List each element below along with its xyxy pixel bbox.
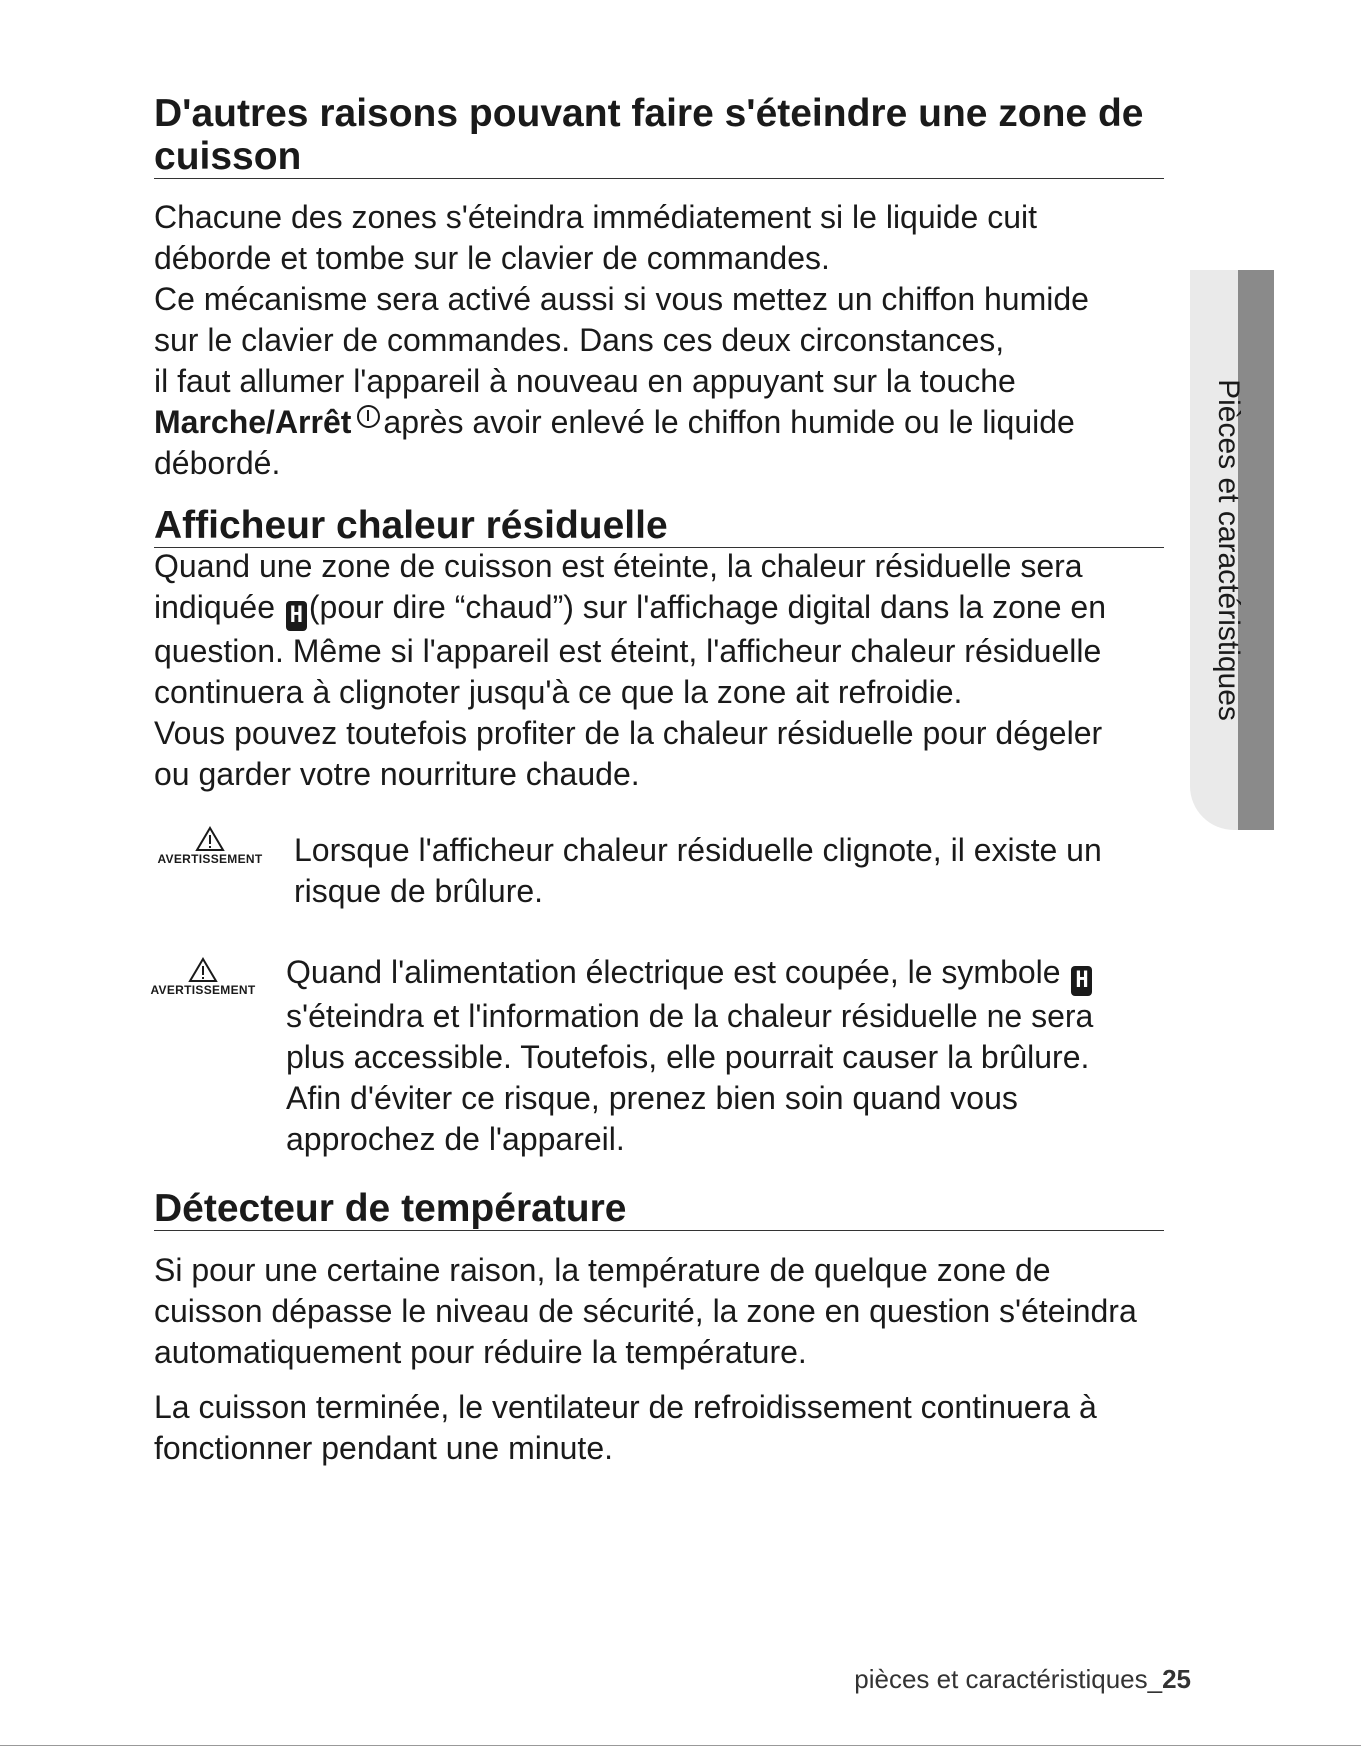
h-display-icon: H [286,601,307,631]
text-line: fonctionner pendant une minute. [154,1430,613,1466]
text-line: plus accessible. Toutefois, elle pourrait causer la brûlure. [286,1039,1090,1075]
warning-label-text: AVERTISSEMENT [150,983,256,997]
cooling-fan-paragraph [154,1387,1194,1469]
text-line [286,952,1094,996]
text-line: La cuisson terminée, le ventilateur de refroidissement continuera à [154,1389,1097,1425]
text-fragment: après avoir enlevé le chiffon humide ou le liquide [383,404,1075,440]
text-line: il faut allumer l'appareil à nouveau en appuyant sur la touche [154,363,1016,399]
text-line: s'éteindra et l'information de la chaleur résiduelle ne sera [286,998,1094,1034]
text-line: Quand une zone de cuisson est éteinte, la chaleur résiduelle sera [154,548,1083,584]
text-line: sur le clavier de commandes. Dans ces deux circonstances, [154,322,1005,358]
power-icon [357,405,380,428]
section-title-zone-off: D'autres raisons pouvant faire s'éteindre une zone de cuisson [154,92,1164,179]
text-line: Ce mécanisme sera activé aussi si vous mettez un chiffon humide [154,281,1089,317]
h-display-icon: H [1071,966,1092,996]
warning-body [286,952,1094,1160]
zone-off-paragraph [154,197,1194,484]
page-footer [854,1664,1191,1695]
text-line: Vous pouvez toutefois profiter de la chaleur résiduelle pour dégeler [154,715,1103,751]
page-bottom-rule [0,1745,1361,1746]
warning-label [133,957,273,997]
text-line [154,587,1194,631]
text-line: Afin d'éviter ce risque, prenez bien soin quand vous [286,1080,1018,1116]
text-line: ou garder votre nourriture chaude. [154,756,640,792]
text-fragment: Quand l'alimentation électrique est coupée, le symbole [286,954,1061,990]
text-line: automatiquement pour réduire la température. [154,1334,807,1370]
chapter-tab-label: Pièces et caractéristiques [1212,379,1245,721]
text-line: débordé. [154,445,281,481]
section-title-temperature-sensor: Détecteur de température [154,1187,1164,1231]
warning-triangle-icon [195,826,225,852]
footer-chapter: pièces et caractéristiques_ [854,1664,1163,1694]
text-fragment: indiquée [154,589,275,625]
residual-heat-paragraph [154,546,1194,795]
page-number: 25 [1162,1664,1191,1694]
warning-label [140,826,280,866]
text-line: cuisson dépasse le niveau de sécurité, la zone en question s'éteindra [154,1293,1137,1329]
text-line: Chacune des zones s'éteindra immédiatement si le liquide cuit [154,199,1038,235]
warning-body [294,830,1102,912]
warning-label-text: AVERTISSEMENT [157,852,263,866]
text-line [154,402,1194,443]
text-fragment: (pour dire “chaud”) sur l'affichage digital dans la zone en [308,589,1106,625]
text-line: question. Même si l'appareil est éteint, l'afficheur chaleur résiduelle [154,633,1102,669]
text-line: Lorsque l'afficheur chaleur résiduelle clignote, il existe un [294,832,1102,868]
temperature-sensor-paragraph [154,1250,1194,1373]
text-line: Si pour une certaine raison, la température de quelque zone de [154,1252,1051,1288]
warning-triangle-icon [188,957,218,983]
marche-arret-term: Marche/Arrêt [154,404,352,440]
text-line: risque de brûlure. [294,873,544,909]
text-line: approchez de l'appareil. [286,1121,625,1157]
section-title-residual-heat: Afficheur chaleur résiduelle [154,504,1164,548]
text-line: continuera à clignoter jusqu'à ce que la zone ait refroidie. [154,674,963,710]
text-line: déborde et tombe sur le clavier de commandes. [154,240,830,276]
